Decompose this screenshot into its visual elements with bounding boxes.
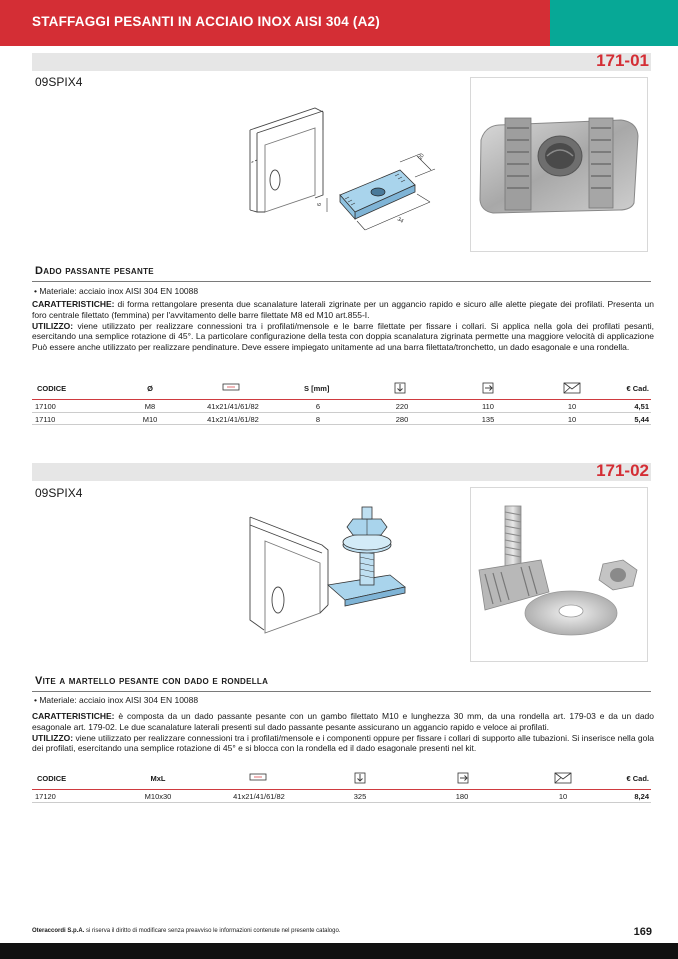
cell-load-down: 280	[395, 414, 409, 424]
package-icon	[554, 772, 572, 784]
page-title: STAFFAGGI PESANTI IN ACCIAIO INOX AISI 304 (A2)	[32, 14, 380, 29]
dim-height: 6	[317, 202, 323, 206]
package-icon	[563, 382, 581, 394]
cell-package: 10	[567, 402, 577, 411]
material-spec: • Materiale: acciaio inox AISI 304 EN 10088	[34, 286, 199, 296]
cell-code: 17110	[35, 414, 56, 424]
header-code: CODICE	[37, 384, 67, 393]
nut-shape	[340, 170, 415, 219]
footer-notice: si riserva il diritto di modificare senza preavviso le informazioni contenute nel presente catalogo.	[84, 928, 341, 934]
bolt-kit-photo	[471, 488, 647, 661]
cell-price: 4,51	[634, 402, 649, 411]
footer-bar	[0, 943, 678, 959]
header-price: € Cad.	[626, 774, 649, 783]
bolt-assembly	[328, 507, 405, 606]
page-number: 169	[633, 926, 652, 938]
product-table	[32, 376, 651, 425]
cell-profile: 41x21/41/61/82	[207, 402, 259, 411]
material-spec: • Materiale: acciaio inox AISI 304 EN 10088	[34, 695, 199, 705]
model-code: 09SPIX4	[35, 486, 83, 500]
profile-icon	[249, 772, 267, 782]
cell-thickness: 8	[315, 414, 321, 424]
load-down-icon	[354, 770, 366, 784]
characteristics-paragraph	[32, 711, 654, 733]
nut-photo	[471, 78, 647, 251]
table-row	[32, 790, 651, 803]
footer-company: Oteraccordi S.p.A.	[32, 928, 85, 934]
cell-package: 10	[567, 414, 577, 424]
profile-icon	[222, 382, 240, 392]
product-photo-box	[470, 77, 648, 252]
load-down-icon	[394, 380, 406, 394]
load-side-icon	[482, 380, 494, 394]
product-description	[32, 711, 654, 754]
cell-price: 5,44	[634, 414, 649, 424]
title-underline	[32, 281, 651, 282]
cell-code: 17120	[35, 792, 56, 801]
cell-package: 10	[558, 792, 568, 801]
product-title: Dado passante pesante	[35, 265, 154, 277]
channel-nut-diagram	[245, 100, 445, 240]
characteristics-text: di forma rettangolare presenta due scanalature laterali zigrinate per un aggancio rapido e sicuro alle alette piegate dei profilati. Presenta un foro centrale filettato (femmina) per l'avvitamento delle barre filettate M8 ed M10 art.855-I.	[32, 299, 654, 320]
dim-length: 34	[396, 216, 405, 225]
cell-load-down: 220	[395, 402, 409, 411]
header-thickness: S [mm]	[304, 384, 330, 393]
table-header	[32, 376, 651, 400]
usage-label: UTILIZZO:	[32, 320, 74, 331]
header-diameter: Ø	[147, 384, 153, 393]
product-table	[32, 766, 651, 803]
cell-load-side: 110	[482, 402, 494, 411]
cell-profile: 41x21/41/61/82	[233, 792, 285, 801]
model-code: 09SPIX4	[35, 75, 83, 89]
cell-size: M8	[144, 402, 156, 411]
cell-code: 17100	[35, 402, 56, 411]
cell-load-side: 135	[481, 414, 495, 424]
product-photo-box	[470, 487, 648, 662]
title-underline	[32, 691, 651, 692]
header-price: € Cad.	[626, 384, 649, 393]
product-title: Vite a martello pesante con dado e rondella	[35, 675, 269, 687]
characteristics-label: CARATTERISTICHE:	[32, 711, 115, 721]
characteristics-label: CARATTERISTICHE:	[32, 299, 115, 309]
cell-thickness: 6	[315, 402, 321, 411]
cell-price: 8,24	[634, 792, 649, 801]
dim-width: 20	[417, 152, 426, 161]
section-bar-171-01	[32, 53, 651, 71]
table-row	[32, 413, 651, 426]
channel-bolt-diagram	[240, 505, 440, 655]
characteristics-paragraph	[32, 299, 654, 321]
header-accent-block	[550, 0, 678, 46]
footer-disclaimer	[32, 928, 341, 934]
product-description	[32, 299, 654, 353]
table-row	[32, 400, 651, 413]
header-code: CODICE	[37, 774, 67, 783]
characteristics-text: è composta da un dado passante pesante con un gambo filettato M10 e lunghezza 30 mm, da una rondella art. 179-03 e da un dado esagonale art. 179-02. Le due scanalature laterali presenti sul dado passante pesante assicurano un aggancio rapido e veloce ai profilati.	[32, 711, 654, 732]
header-size: MxL	[150, 774, 166, 783]
section-code: 171-01	[596, 51, 649, 70]
usage-text: viene utilizzato per realizzare connessioni tra i profilati/mensole e i componenti oppure per fissare i collari di supporto alle tubazioni. Si inserisce nella gola dei profilati, esercitando una semplice rotazione di 45° e si blocca con la rondella ed il dado esagonale presenti nel kit.	[32, 732, 654, 754]
cell-size: M10x30	[144, 792, 172, 801]
usage-text: viene utilizzato per realizzare connessioni tra i profilati/mensole e le barre filettate per fissare i collari. Si applica nella gola dei profilati pesanti, esercitando una semplice rotazione di 45°. La particolare configurazione della testa con doppia scanalatura zigrinata permette una maggiore velocità di applicazione Può essere anche utilizzato per realizzare pendinature. Deve essere impiegato unitamente ad una barra filettata/tronchetto, un dado esagonale e una rondella.	[32, 320, 654, 353]
load-side-icon	[457, 770, 469, 784]
cell-profile: 41x21/41/61/82	[207, 414, 259, 424]
usage-paragraph	[32, 321, 654, 353]
usage-paragraph	[32, 733, 654, 755]
table-header	[32, 766, 651, 790]
cell-load-side: 180	[455, 792, 469, 801]
cell-load-down: 325	[353, 792, 367, 801]
section-code: 171-02	[596, 461, 649, 480]
cell-size: M10	[142, 414, 158, 424]
section-bar-171-02	[32, 463, 651, 481]
usage-label: UTILIZZO:	[32, 732, 74, 743]
